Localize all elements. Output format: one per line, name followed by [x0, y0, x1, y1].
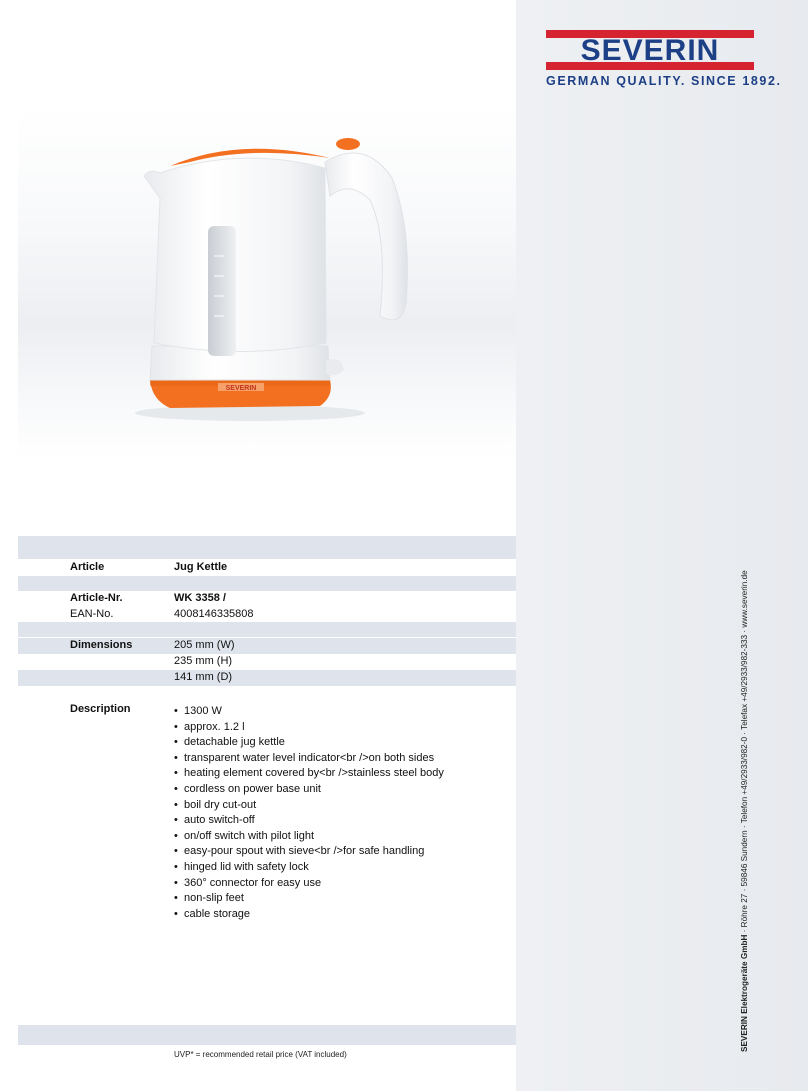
description-text: transparent water level indicator<br />on both sides — [184, 751, 435, 764]
severin-logo — [546, 30, 782, 88]
separator-band — [18, 622, 516, 637]
company-address — [740, 570, 749, 1052]
severin-wordmark — [546, 30, 754, 70]
bullet: • — [174, 798, 178, 811]
list-item — [174, 766, 444, 782]
description-text: cable storage — [184, 907, 251, 920]
bullet: • — [174, 767, 178, 780]
header-band — [18, 536, 516, 559]
company-name: SEVERIN Elektrogeräte GmbH — [740, 934, 749, 1052]
article-label: Article — [70, 561, 105, 573]
description-text: boil dry cut-out — [184, 798, 257, 811]
svg-text:SEVERIN: SEVERIN — [580, 34, 720, 67]
dimension-height: 235 mm (H) — [174, 655, 233, 667]
description-text: detachable jug kettle — [184, 736, 285, 749]
kettle-image — [130, 128, 420, 428]
list-item — [174, 798, 444, 814]
article-row — [18, 560, 516, 575]
bullet: • — [174, 876, 178, 889]
dimension-depth: 141 mm (D) — [174, 671, 233, 683]
bullet: • — [174, 907, 178, 920]
description-text: 1300 W — [184, 705, 222, 717]
list-item — [174, 704, 444, 720]
bullet: • — [174, 860, 178, 873]
article-nr-value — [174, 592, 226, 604]
bullet: • — [174, 736, 178, 749]
description-text: cordless on power base unit — [184, 782, 321, 795]
list-item — [174, 813, 444, 829]
bullet: • — [174, 720, 178, 733]
article-nr-label: Article-Nr. — [70, 592, 123, 604]
list-item — [174, 829, 444, 845]
description-label: Description — [70, 703, 131, 715]
side-panel — [516, 0, 808, 1091]
description-text: on/off switch with pilot light — [184, 829, 315, 842]
bullet: • — [174, 829, 178, 842]
separator-band — [18, 576, 516, 591]
address-text: · Röhre 27 · 59846 Sundern · Telefon +49/2933/982-0 · Telefax +49/2933/982-333 · www.severin.de — [740, 570, 749, 935]
bullet: • — [174, 892, 178, 905]
kettle-badge: SEVERIN — [225, 385, 257, 392]
brand-slogan: GERMAN QUALITY. SINCE 1892. — [546, 74, 782, 88]
list-item — [174, 844, 444, 860]
dimensions-row — [18, 654, 516, 669]
bullet: • — [174, 751, 178, 764]
list-item — [174, 860, 444, 876]
dimensions-label: Dimensions — [70, 639, 133, 651]
description-text: 360° connector for easy use — [184, 876, 322, 889]
bullet: • — [174, 782, 178, 795]
ean-value: 4008146335808 — [174, 608, 254, 620]
ean-label: EAN-No. — [70, 608, 114, 620]
footer-band — [18, 1025, 516, 1045]
list-item — [174, 782, 444, 798]
dimensions-row — [18, 638, 516, 653]
list-item — [174, 907, 444, 923]
article-nr-text: WK 3358 / — [174, 592, 226, 604]
list-item — [174, 876, 444, 892]
list-item — [174, 751, 444, 767]
ean-row — [18, 607, 516, 622]
description-text: hinged lid with safety lock — [184, 860, 309, 873]
description-text: non-slip feet — [184, 892, 244, 905]
footnote: UVP* = recommended retail price (VAT included) — [174, 1050, 347, 1059]
list-item — [174, 720, 444, 736]
description-list — [174, 704, 444, 922]
bullet: • — [174, 705, 178, 717]
dimension-width: 205 mm (W) — [174, 639, 235, 651]
bullet: • — [174, 845, 178, 858]
description-text: easy-pour spout with sieve<br />for safe handling — [184, 845, 425, 858]
article-nr-row — [18, 591, 516, 606]
list-item — [174, 891, 444, 907]
dimensions-row — [18, 670, 516, 685]
description-text: auto switch-off — [184, 814, 255, 827]
list-item — [174, 735, 444, 751]
description-text: approx. 1.2 l — [184, 720, 245, 733]
description-text: heating element covered by<br />stainless steel body — [184, 767, 444, 780]
article-value: Jug Kettle — [174, 561, 228, 573]
bullet: • — [174, 814, 178, 827]
